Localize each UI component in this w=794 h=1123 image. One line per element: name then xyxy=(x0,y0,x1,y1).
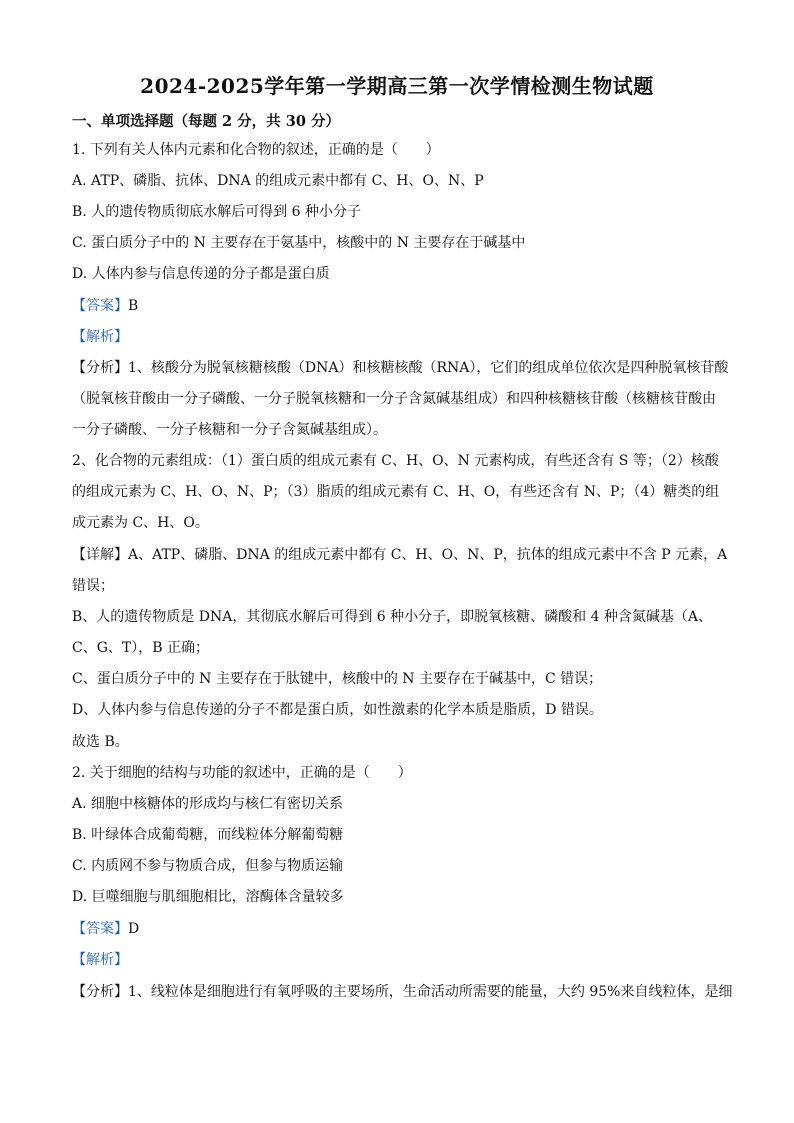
question-1-detail-line: B、人的遗传物质是 DNA，其彻底水解后可得到 6 种小分子，即脱氧核糖、磷酸和 4 种含氮碱基（A、 xyxy=(72,609,713,625)
question-1-option-c: C. 蛋白质分子中的 N 主要存在于氨基中，核酸中的 N 主要存在于碱基中 xyxy=(72,235,526,251)
question-2-option-a: A. 细胞中核糖体的形成均与核仁有密切关系 xyxy=(72,796,344,812)
question-1-option-b: B. 人的遗传物质彻底水解后可得到 6 种小分子 xyxy=(72,204,361,220)
question-1-detail-line xyxy=(72,546,728,564)
answer-tag: 【答案】 xyxy=(72,298,128,314)
question-1-detail-line: C、蛋白质分子中的 N 主要存在于肽键中，核酸中的 N 主要存在于碱基中，C 错误； xyxy=(72,671,603,687)
question-1-analysis-line: 一分子磷酸、一分子核糖和一分子含氮碱基组成）。 xyxy=(72,422,387,438)
question-2-option-d: D. 巨噬细胞与肌细胞相比，溶酶体含量较多 xyxy=(72,889,344,905)
question-2-answer xyxy=(72,920,724,938)
question-1-detail-line: D、人体内参与信息传递的分子不都是蛋白质，如性激素的化学本质是脂质，D 错误。 xyxy=(72,702,603,718)
question-2-analysis-line xyxy=(72,983,733,1001)
detail-head: 【详解】 xyxy=(72,547,128,563)
page-title: 2024-2025学年第一学期高三第一次学情检测生物试题 xyxy=(140,74,654,98)
question-1-stem: 1. 下列有关人体内元素和化合物的叙述，正确的是（ ） xyxy=(72,142,440,158)
analysis-text: 1、核酸分为脱氧核糖核酸（DNA）和核糖核酸（RNA），它们的组成单位依次是四种脱氧核苷酸 xyxy=(128,360,729,376)
question-1-analysis-line: 的组成元素为 C、H、O、N、P；（3）脂质的组成元素有 C、H、O，有些还含有 N、P；（4）糖类的组 xyxy=(72,484,720,500)
question-2-option-c: C. 内质网不参与物质合成，但参与物质运输 xyxy=(72,858,344,874)
analysis-text: 1、线粒体是细胞进行有氧呼吸的主要场所，生命活动所需要的能量，大约 95%来自线粒体，是细 xyxy=(128,984,733,1000)
question-1-analysis-line: 2、化合物的元素组成：（1）蛋白质的组成元素有 C、H、O、N 元素构成，有些还含有 S 等；（2）核酸 xyxy=(72,453,719,469)
question-1-option-d: D. 人体内参与信息传递的分子都是蛋白质 xyxy=(72,266,330,282)
answer-value: D xyxy=(128,921,140,937)
answer-tag: 【答案】 xyxy=(72,921,128,937)
question-1-analysis-line: （脱氧核苷酸由一分子磷酸、一分子脱氧核糖和一分子含氮碱基组成）和四种核糖核苷酸（核糖核苷酸由 xyxy=(72,391,716,407)
question-2-stem: 2. 关于细胞的结构与功能的叙述中，正确的是（ ） xyxy=(72,765,412,781)
question-1-analysis-tag: 【解析】 xyxy=(72,329,128,345)
analysis-head: 【分析】 xyxy=(72,360,128,376)
question-1-answer xyxy=(72,297,724,315)
question-1-analysis-line xyxy=(72,359,729,377)
question-1-detail-line: 错误； xyxy=(72,578,114,594)
question-1-detail-line: C、G、T），B 正确； xyxy=(72,640,209,656)
section-heading: 一、单项选择题（每题 2 分，共 30 分） xyxy=(72,113,340,130)
answer-value: B xyxy=(128,298,139,314)
analysis-head: 【分析】 xyxy=(72,984,128,1000)
question-2-analysis-tag: 【解析】 xyxy=(72,952,128,968)
detail-text: A、ATP、磷脂、DNA 的组成元素中都有 C、H、O、N、P，抗体的组成元素中不含 P 元素，A xyxy=(128,547,728,563)
question-1-analysis-line: 成元素为 C、H、O。 xyxy=(72,515,209,531)
question-1-option-a: A. ATP、磷脂、抗体、DNA 的组成元素中都有 C、H、O、N、P xyxy=(72,173,484,189)
question-2-option-b: B. 叶绿体合成葡萄糖，而线粒体分解葡萄糖 xyxy=(72,827,344,843)
question-1-conclusion: 故选 B。 xyxy=(72,734,129,750)
